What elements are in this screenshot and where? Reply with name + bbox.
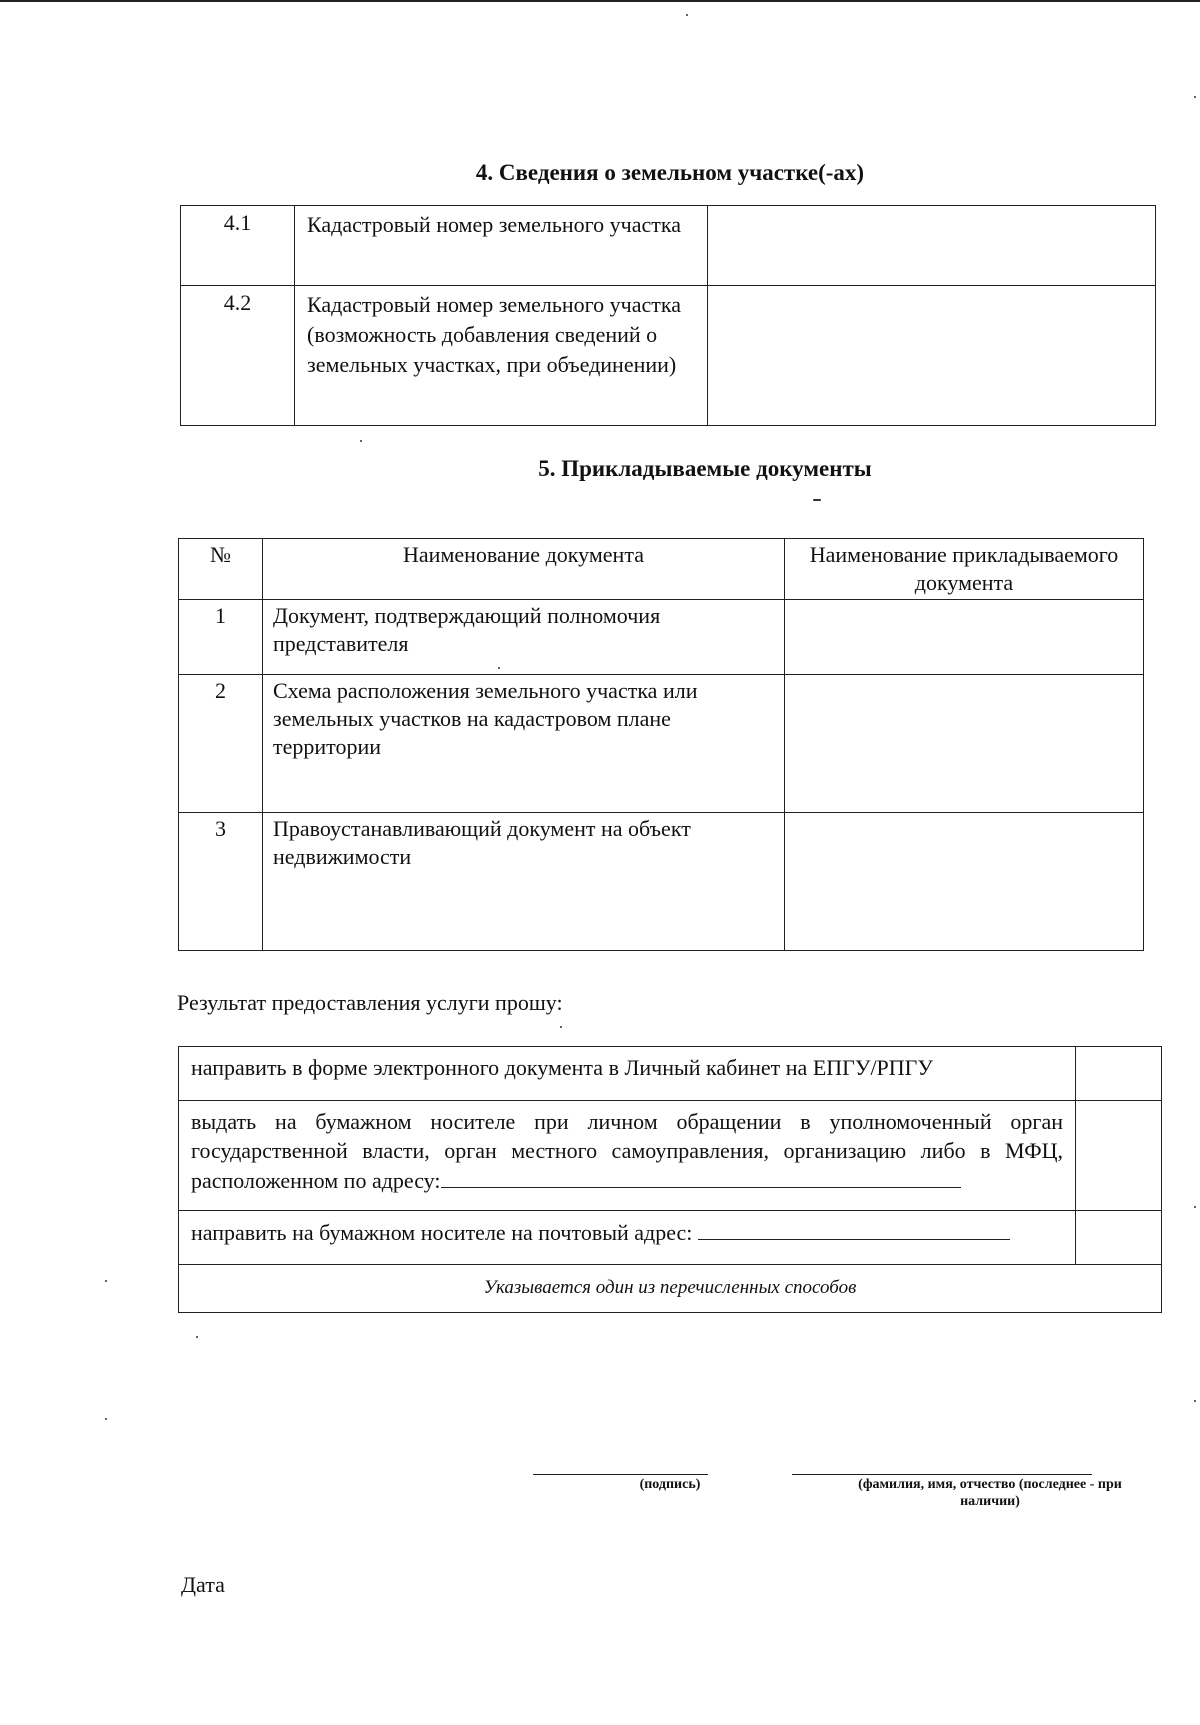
cadastral-number-field[interactable] bbox=[708, 206, 1156, 286]
scan-speck bbox=[813, 499, 821, 501]
table-header-row bbox=[179, 539, 1144, 600]
table-row bbox=[181, 286, 1156, 426]
method-note: Указывается один из перечисленных способов bbox=[179, 1265, 1162, 1313]
option-electronic-checkbox[interactable] bbox=[1076, 1047, 1162, 1101]
option-in-person-text: выдать на бумажном носителе при личном обращении в уполномоченный орган государственной власти, орган местного самоуправления, организацию либо в МФЦ, расположенном по адресу: bbox=[191, 1109, 1063, 1193]
table-row bbox=[179, 1101, 1162, 1211]
scan-speck bbox=[560, 1026, 562, 1028]
row-number: 3 bbox=[179, 813, 263, 951]
result-method-table bbox=[178, 1046, 1162, 1313]
row-number: 4.1 bbox=[181, 206, 295, 286]
option-postal-text: направить на бумажном носителе на почтовый адрес: bbox=[191, 1220, 693, 1245]
table-row bbox=[179, 813, 1144, 951]
attached-document-field[interactable] bbox=[785, 600, 1144, 675]
section4-title: 4. Сведения о земельном участке(-ах) bbox=[475, 160, 865, 185]
row-number: 2 bbox=[179, 675, 263, 813]
full-name-line[interactable] bbox=[792, 1474, 1092, 1475]
section5-title: 5. Прикладываемые документы bbox=[538, 456, 872, 481]
full-name-caption: (фамилия, имя, отчество (последнее - при наличии) bbox=[858, 1477, 1122, 1509]
signature-caption: (подпись) bbox=[639, 1477, 701, 1492]
date-label: Дата bbox=[181, 1572, 225, 1597]
attached-document-field[interactable] bbox=[785, 813, 1144, 951]
table-row bbox=[181, 206, 1156, 286]
option-in-person bbox=[179, 1101, 1076, 1211]
column-header-attached-document: Наименование прикладываемого документа bbox=[785, 539, 1144, 600]
scan-speck bbox=[105, 1280, 107, 1282]
address-blank-line[interactable] bbox=[441, 1165, 961, 1188]
top-border-line bbox=[0, 0, 1200, 2]
scan-speck bbox=[686, 14, 688, 16]
table-row bbox=[179, 600, 1144, 675]
attached-document-field[interactable] bbox=[785, 675, 1144, 813]
document-name: Документ, подтверждающий полномочия представителя bbox=[263, 600, 785, 675]
cadastral-number-merge-field[interactable] bbox=[708, 286, 1156, 426]
scan-speck bbox=[196, 1336, 198, 1338]
document-name: Схема расположения земельного участка или земельных участков на кадастровом плане территории bbox=[263, 675, 785, 813]
signature-line[interactable] bbox=[533, 1474, 708, 1475]
scan-speck bbox=[105, 1418, 107, 1420]
row-number: 1 bbox=[179, 600, 263, 675]
scan-speck bbox=[1194, 96, 1196, 98]
scan-speck bbox=[1194, 1400, 1196, 1402]
scan-speck bbox=[1194, 1206, 1196, 1208]
row-label: Кадастровый номер земельного участка bbox=[295, 206, 708, 286]
result-intro-text: Результат предоставления услуги прошу: bbox=[177, 990, 563, 1015]
table-row bbox=[179, 1265, 1162, 1313]
land-plot-table bbox=[180, 205, 1156, 426]
column-header-number: № bbox=[179, 539, 263, 600]
attached-documents-table bbox=[178, 538, 1144, 951]
option-postal bbox=[179, 1211, 1076, 1265]
document-name: Правоустанавливающий документ на объект недвижимости bbox=[263, 813, 785, 951]
table-row bbox=[179, 1211, 1162, 1265]
scan-speck bbox=[498, 667, 500, 669]
table-row bbox=[179, 675, 1144, 813]
table-row bbox=[179, 1047, 1162, 1101]
column-header-document-name: Наименование документа bbox=[263, 539, 785, 600]
row-label: Кадастровый номер земельного участка (возможность добавления сведений о земельных участках, при объединении) bbox=[295, 286, 708, 426]
option-electronic: направить в форме электронного документа в Личный кабинет на ЕПГУ/РПГУ bbox=[179, 1047, 1076, 1101]
postal-address-blank-line[interactable] bbox=[698, 1217, 1010, 1240]
scan-speck bbox=[360, 440, 362, 442]
row-number: 4.2 bbox=[181, 286, 295, 426]
option-in-person-checkbox[interactable] bbox=[1076, 1101, 1162, 1211]
option-postal-checkbox[interactable] bbox=[1076, 1211, 1162, 1265]
